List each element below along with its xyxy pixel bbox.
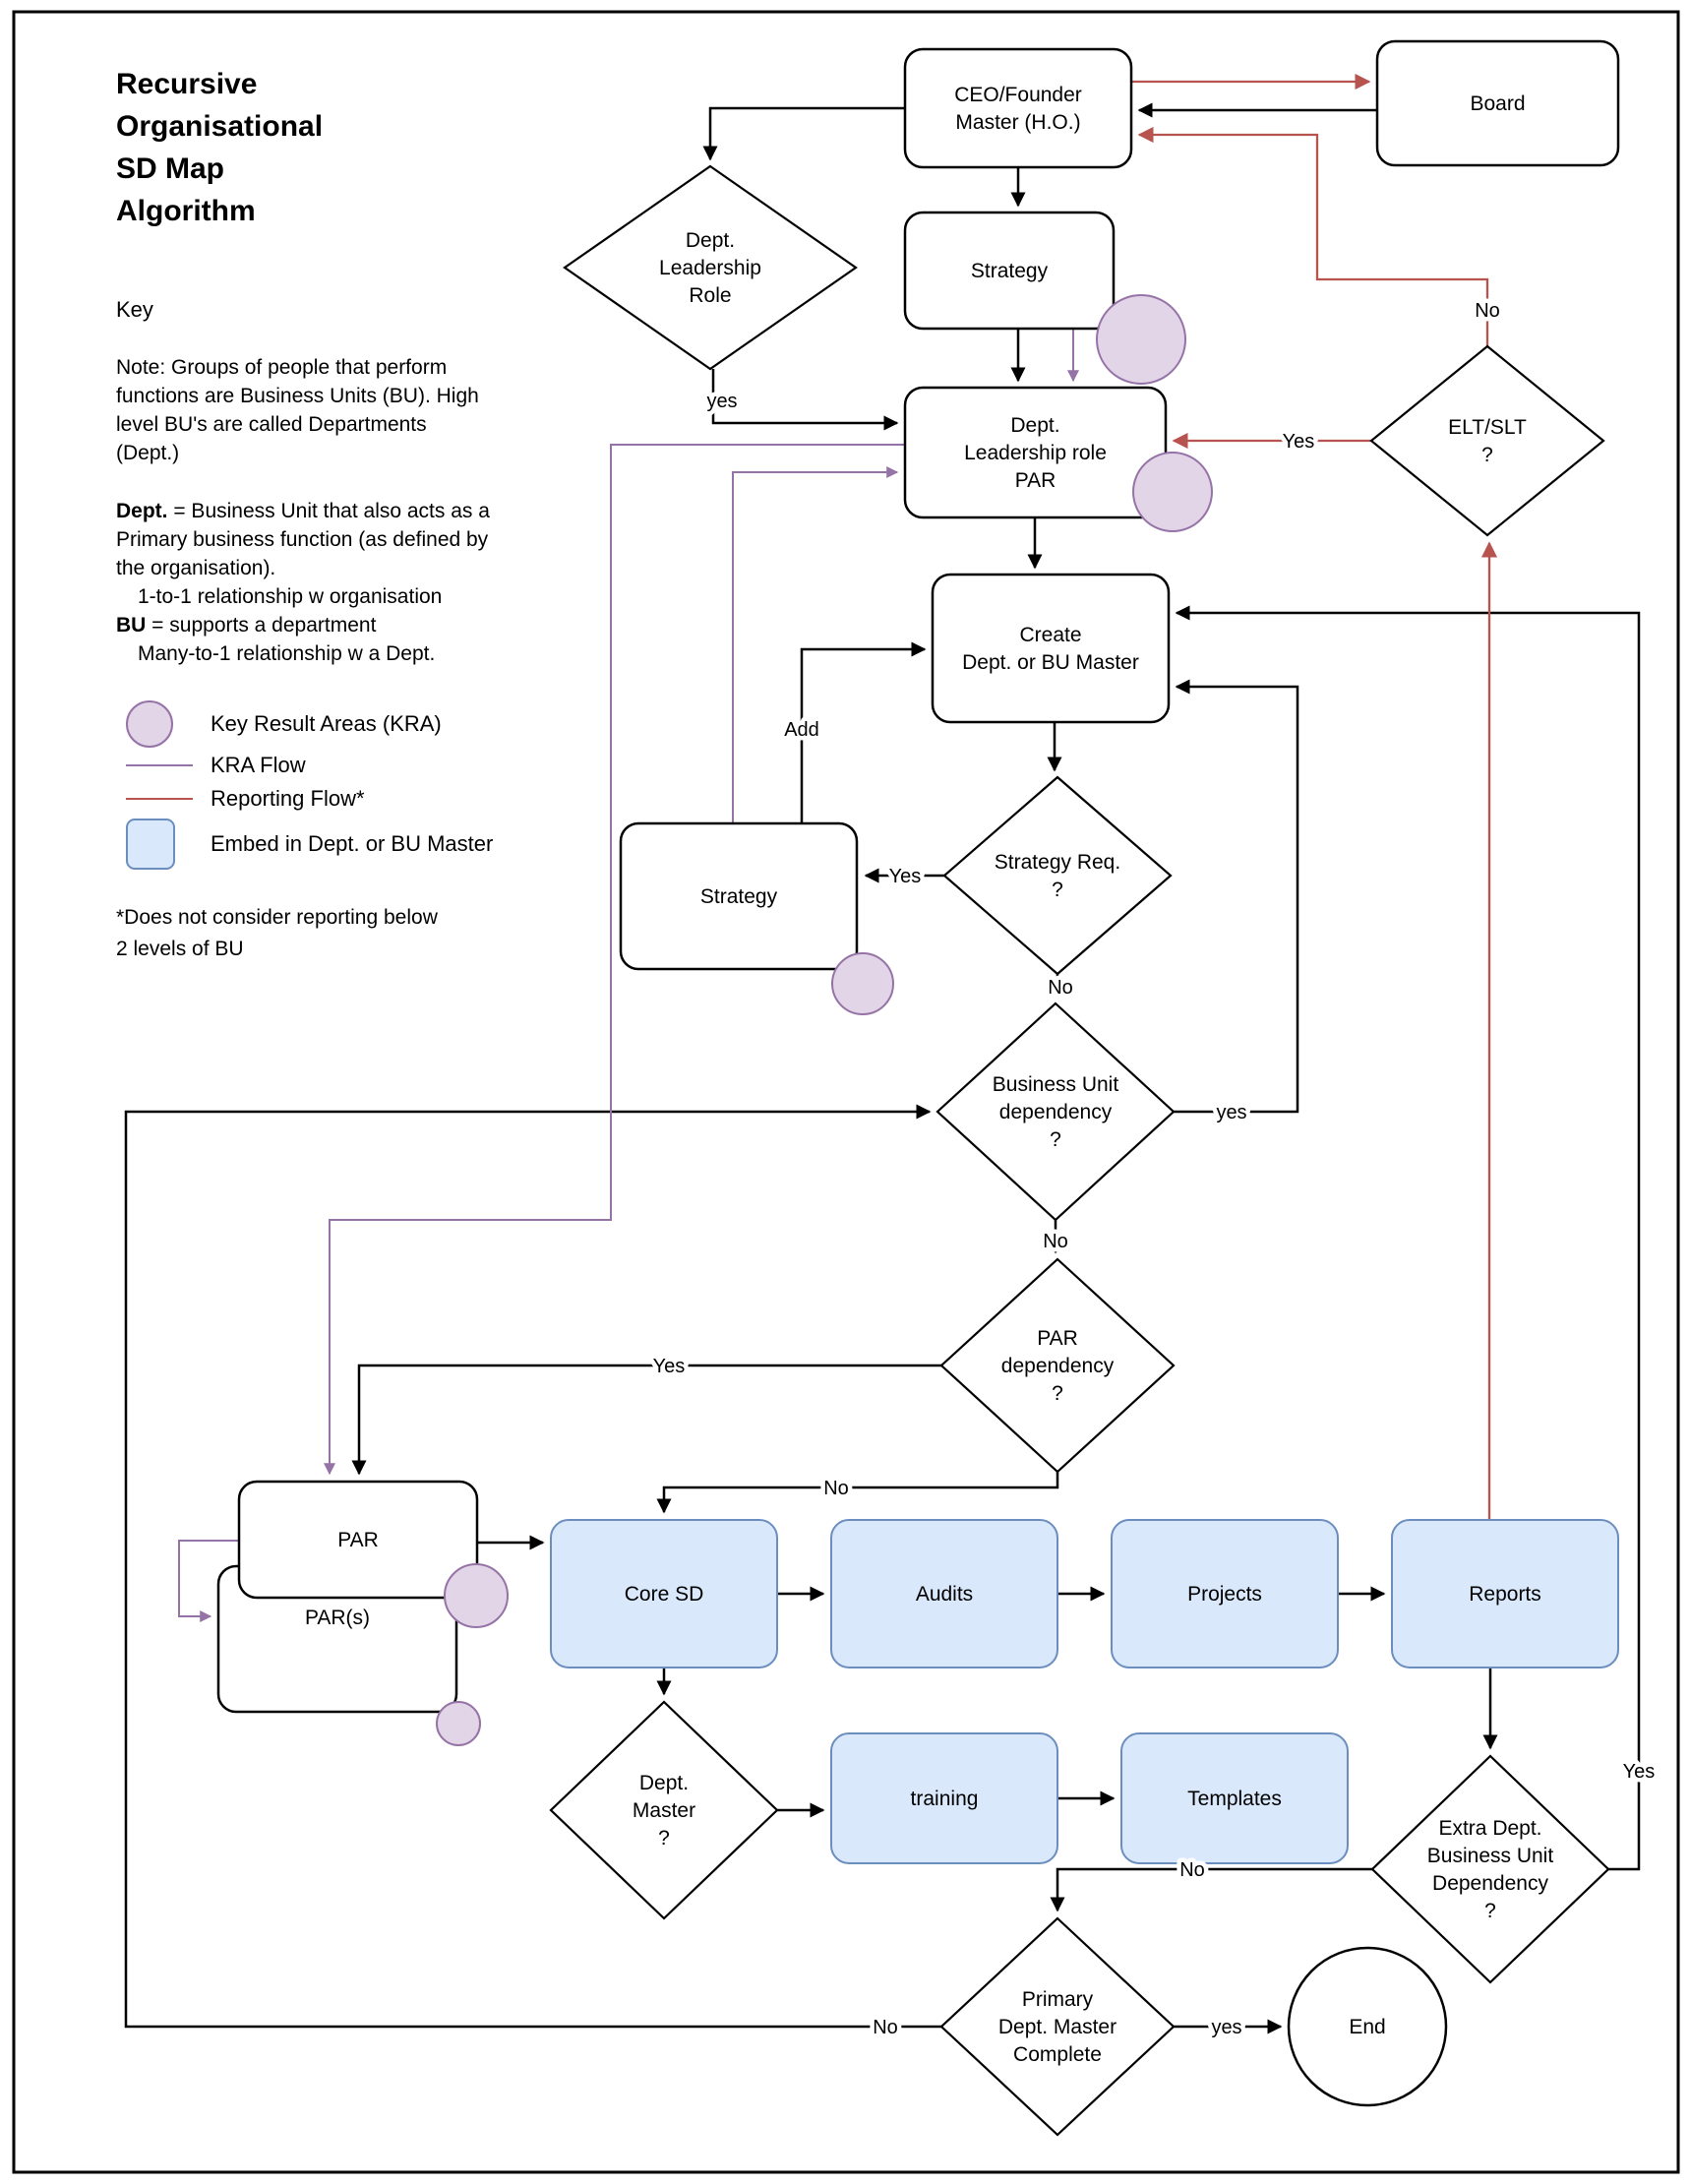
node-label-audits: Audits <box>915 1583 974 1606</box>
edge-label-no-elt-slt: No <box>1475 300 1500 322</box>
title-line: Algorithm <box>116 195 256 227</box>
node-label-elt-slt: ELT/SLT ? <box>1448 416 1527 466</box>
edge-par-dependency-no-to-core-sd <box>664 1472 1057 1512</box>
edge-label-add: Add <box>784 719 819 741</box>
node-primary-dept-master-complete <box>941 1918 1174 2135</box>
note-line: (Dept.) <box>116 442 180 464</box>
diagram-title <box>116 63 539 232</box>
node-dept-master <box>551 1702 777 1918</box>
kra-flow-line-icon <box>126 764 193 766</box>
node-reports <box>1392 1520 1618 1668</box>
definition-line: the organisation). <box>116 557 276 579</box>
node-par <box>239 1482 477 1598</box>
node-projects <box>1112 1520 1338 1668</box>
definition-line: Many-to-1 relationship w a Dept. <box>138 642 436 665</box>
edge-label-no-par-dependency: No <box>823 1478 849 1499</box>
node-elt-slt <box>1371 346 1603 535</box>
title-line: SD Map <box>116 152 225 185</box>
key-heading: Key <box>116 297 153 322</box>
node-label-strategy-mid: Strategy <box>699 885 778 908</box>
kra-circle-icon <box>126 700 173 748</box>
node-label-training: training <box>910 1788 979 1810</box>
edge-label-yes-elt-slt: Yes <box>1282 431 1315 453</box>
definition-line: Dept. = Business Unit that also acts as a <box>116 500 490 522</box>
node-label-dept-master: Dept. Master ? <box>632 1772 696 1850</box>
node-label-primary-dept-master-complete: Primary Dept. Master Complete <box>997 1988 1117 2066</box>
node-strategy-top <box>905 212 1114 329</box>
reporting-flow-line-icon <box>126 798 193 800</box>
node-label-board: Board <box>1470 92 1526 115</box>
node-label-par-dependency: PAR dependency ? <box>1000 1327 1115 1405</box>
node-templates <box>1121 1733 1348 1863</box>
note-line: level BU's are called Departments <box>116 413 427 436</box>
node-label-dept-leadership-role: Dept. Leadership Role <box>659 229 761 307</box>
node-label-reports: Reports <box>1469 1583 1541 1606</box>
node-label-dept-leadership-role-par: Dept. Leadership role PAR <box>964 414 1107 492</box>
edge-label-no-primary: No <box>873 2017 898 2038</box>
edge-label-no-bu-dependency: No <box>1043 1231 1068 1252</box>
edge-label-yes-primary: yes <box>1211 2017 1242 2038</box>
kra-strategy-mid <box>832 953 893 1014</box>
title-line: Recursive <box>116 68 258 100</box>
node-dept-leadership-role-par <box>905 388 1166 517</box>
legend <box>116 699 539 873</box>
footnote: *Does not consider reporting below 2 levels of BU <box>116 906 438 960</box>
edge-bu-dependency-yes-to-create <box>1174 687 1298 1112</box>
kra-dept-leadership-role-par <box>1133 453 1212 531</box>
node-label-strategy-top: Strategy <box>970 260 1049 282</box>
note-line: functions are Business Units (BU). High <box>116 385 479 407</box>
node-label-core-sd: Core SD <box>624 1583 704 1606</box>
legend-item-reporting-flow: Reporting Flow* <box>126 782 539 816</box>
node-label-end: End <box>1349 2016 1386 2038</box>
edge-label-yes-strategy-req: Yes <box>888 866 922 887</box>
node-business-unit-dependency <box>937 1003 1174 1220</box>
node-label-templates: Templates <box>1187 1788 1282 1810</box>
edge-label-yes-par-dependency: Yes <box>652 1356 686 1377</box>
edge-label-no-strategy-req: No <box>1048 977 1073 999</box>
edge-par-dependency-yes-to-par <box>359 1365 941 1474</box>
node-end <box>1289 1948 1446 2105</box>
node-label-pars: PAR(s) <box>304 1607 371 1629</box>
kra-strategy-top <box>1097 295 1185 384</box>
edge-extra-dept-yes-to-create <box>1177 613 1639 1869</box>
edge-label-yes-extra-dept: Yes <box>1622 1761 1656 1783</box>
node-label-extra-dept-bu-dependency: Extra Dept. Business Unit Dependency ? <box>1426 1817 1554 1922</box>
note-line: Note: Groups of people that perform <box>116 356 448 379</box>
edge-ceo-to-dept-leadership-role <box>710 108 905 159</box>
edge-label-yes-bu-dependency: yes <box>1216 1102 1247 1123</box>
definitions-text <box>116 497 539 668</box>
node-extra-dept-bu-dependency <box>1372 1756 1608 1982</box>
edge-label-no-extra-dept: No <box>1179 1859 1205 1881</box>
node-label-business-unit-dependency: Business Unit dependency ? <box>992 1073 1119 1151</box>
node-strategy-mid <box>621 823 857 969</box>
edge-extra-dept-no-to-primary <box>1057 1869 1372 1911</box>
definition-line: Primary business function (as defined by <box>116 528 489 551</box>
edge-label-yes-dept-leadership-role: yes <box>706 391 738 412</box>
edge-kra-strategy-mid-to-par-role <box>733 472 897 823</box>
edge-add-strategy-to-create <box>802 649 925 823</box>
legend-item-kra-flow: KRA Flow <box>126 749 539 782</box>
node-label-par: PAR <box>337 1529 379 1551</box>
edge-dept-leadership-role-yes-to-par-role <box>713 369 897 423</box>
title-line: Organisational <box>116 110 324 143</box>
node-strategy-req <box>944 777 1171 974</box>
legend-item-kra: Key Result Areas (KRA) <box>126 699 539 749</box>
node-dept-leadership-role <box>565 166 856 369</box>
node-board <box>1377 41 1618 165</box>
node-label-create-dept-or-bu-master: Create Dept. or BU Master <box>962 624 1139 674</box>
node-audits <box>831 1520 1057 1668</box>
note-text <box>116 353 539 467</box>
left-column <box>116 63 539 965</box>
definition-line: BU = supports a department <box>116 614 377 637</box>
legend-item-embed: Embed in Dept. or BU Master <box>126 816 539 873</box>
kra-pars <box>437 1702 480 1745</box>
node-label-strategy-req: Strategy Req. ? <box>994 851 1121 901</box>
node-create-dept-or-bu-master <box>933 575 1169 722</box>
node-par-dependency <box>941 1259 1174 1472</box>
node-training <box>831 1733 1057 1863</box>
kra-par <box>445 1564 508 1627</box>
node-core-sd <box>551 1520 777 1668</box>
node-label-ceo-founder-master: CEO/Founder Master (H.O.) <box>954 84 1082 134</box>
definition-line: 1-to-1 relationship w organisation <box>138 585 443 608</box>
node-label-projects: Projects <box>1187 1583 1262 1606</box>
node-ceo-founder-master <box>905 49 1131 167</box>
embed-rect-icon <box>126 819 175 870</box>
